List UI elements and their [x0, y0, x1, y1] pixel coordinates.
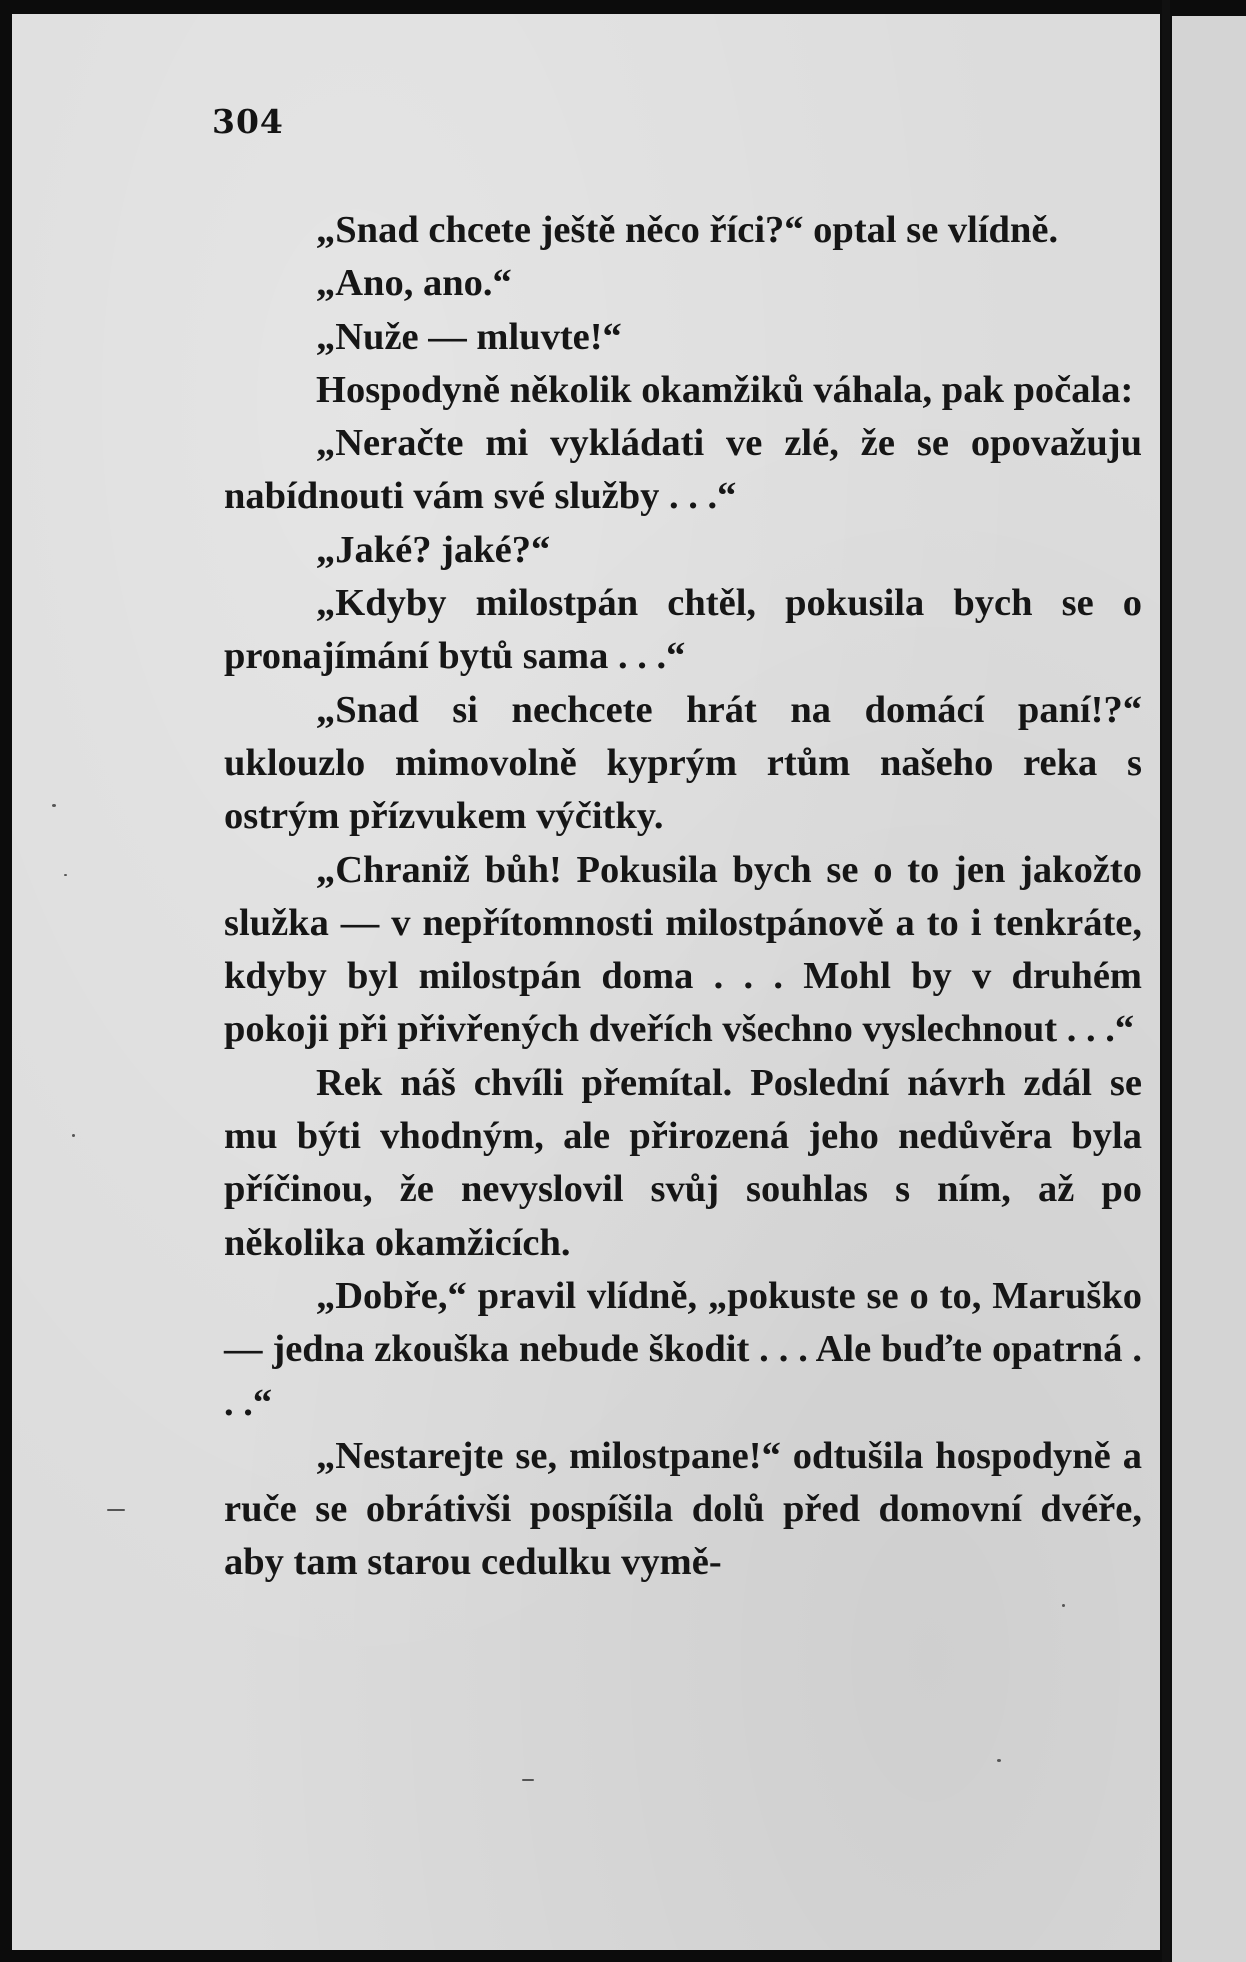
- paper-speck: [64, 874, 67, 876]
- page-number: 304: [212, 102, 284, 141]
- paragraph-5: „Neračte mi vykládati ve zlé, že se opovažuju nabídnouti vám své služby . . .“: [224, 422, 1142, 518]
- paper-speck: [72, 1134, 75, 1137]
- paragraph-10: Rek náš chvíli přemítal. Poslední návrh zdál se mu býti vhodným, ale přirozená jeho nedůvěra byla příčinou, že nevyslovil svůj souhlas s ním, až po několika okamžicích.: [224, 1061, 1142, 1264]
- paragraph-4: Hospodyně několik okamžiků váhala, pak počala:: [316, 368, 1134, 411]
- paragraph-8: „Snad si nechcete hrát na domácí paní!?“ uklouzlo mimovolně kyprým rtům našeho reka s ostrým přízvukem výčitky.: [224, 688, 1142, 838]
- paper-speck: [522, 1779, 534, 1781]
- paragraph-2: „Ano, ano.“: [316, 262, 512, 305]
- paper-speck: [1062, 1604, 1065, 1607]
- paragraph-6: „Jaké? jaké?“: [316, 528, 551, 571]
- paragraph-12: „Nestarejte se, milostpane!“ odtušila hospodyně a ruče se obrátivši pospíšila dolů před domovní dvéře, aby tam starou cedulku vymě-: [224, 1434, 1142, 1584]
- paper-speck: [52, 804, 56, 807]
- book-page: [12, 14, 1160, 1950]
- paper-speck: [997, 1759, 1001, 1762]
- paragraph-3: „Nuže — mluvte!“: [316, 315, 622, 358]
- paragraph-1: „Snad chcete ještě něco říci?“ optal se vlídně.: [316, 209, 1059, 251]
- paragraph-9: „Chraniž bůh! Pokusila bych se o to jen jakožto služka — v nepřítomnosti milostpánově a to i tenkráte, kdyby byl milostpán doma . . . Mohl by v druhém pokoji při přivřených dveřích všechno vyslechnout . . .“: [224, 848, 1142, 1051]
- paper-speck: [107, 1509, 125, 1511]
- page-text: [224, 204, 1142, 1590]
- paragraph-7: „Kdyby milostpán chtěl, pokusila bych se o pronajímání bytů sama . . .“: [224, 582, 1142, 678]
- book-gutter: [1162, 0, 1170, 1962]
- adjacent-page-edge: [1172, 16, 1246, 1962]
- paragraph-11: „Dobře,“ pravil vlídně, „pokuste se o to, Maruško — jedna zkouška nebude škodit . . . Ale buďte opatrná . . .“: [224, 1274, 1142, 1424]
